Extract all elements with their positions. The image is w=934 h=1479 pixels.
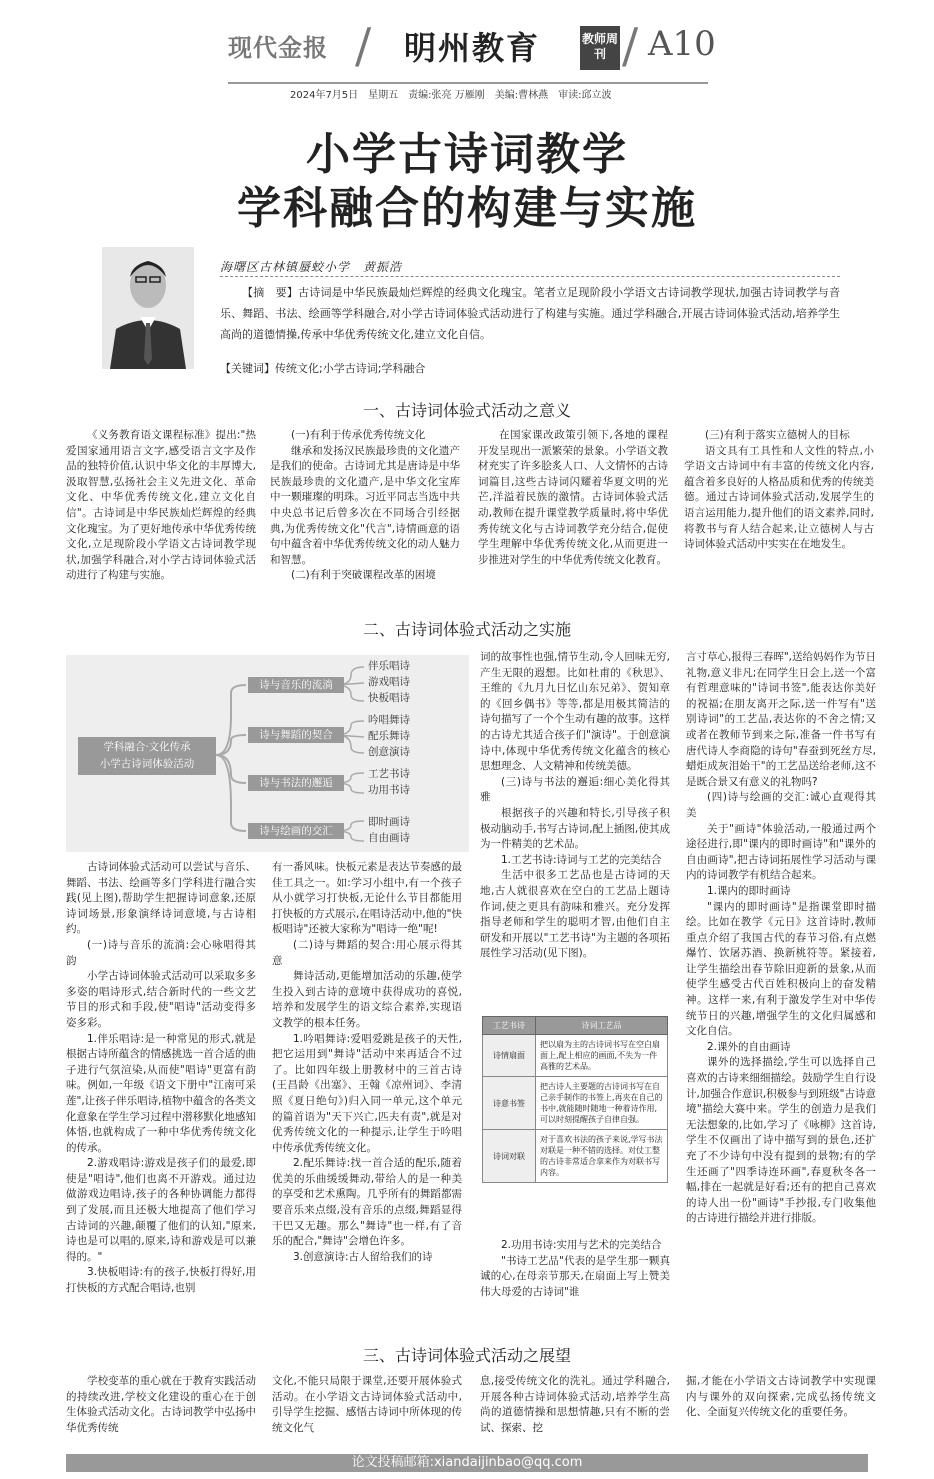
paragraph: 语文具有工具性和人文性的特点,小学语文古诗词中有丰富的传统文化内容,蕴含着多良好的人格品质和优秀的传统美德。通过古诗词体验式活动,发展学生的语言运用能力,提升他们的语文素养,同时,将教书与育人结合起来,让立德树人与古诗词体验式活动中实实在在地发生。: [684, 444, 874, 551]
craft-table: [482, 1016, 668, 1183]
paragraph: 课外的选择描绘,学生可以选择自己喜欢的古诗来细细描绘。鼓励学生自行设计,加强合作意识,积极参与到班级"古诗意境"描绘大赛中来。学生的创造力是我们无法想象的,比如,学习了《咏柳》这首诗,学生不仅画出了诗中描写到的景色,还扩充了不少诗句中没有提到的景物;有的学生还画了"四季诗连环画",春夏秋冬各一幅,排在一起就是好看;还有的把自己喜欢的诗人出一份"画诗"手抄报,专门收集他的古诗进行描绘并进行排版。: [686, 1056, 877, 1225]
author-photo: [102, 247, 194, 369]
table-cell: 把古诗人主要题的古诗词书写在自己亲手制作的书签上,再夹在自己的书中,就能随时随地一种着诗作用,可以时刻提醒孩子自律自强。: [536, 1077, 668, 1130]
concept-diagram: [66, 655, 469, 852]
masthead-badge: 教师周刊: [580, 26, 620, 70]
s1-column-3: [478, 428, 668, 568]
paragraph: 舞诗活动,更能增加活动的乐趣,使学生投入到古诗的意境中获得成功的喜悦,培养和发展学生的语文综合素养,实现语文教学的根本任务。: [272, 970, 462, 1029]
paragraph: 继承和发扬汉民族最珍贵的文化遗产是我们的使命。古诗词尤其是唐诗是中华民族最珍贵的文化遗产,是中华文化宝库中一颗璀璨的明珠。习近平同志当选中共中央总书记后曾多次在不同场合引经据典,为优秀传统文化"代言",诗情画意的语句中蕴含着中华优秀传统文化的动人魅力和智慧。: [270, 444, 460, 566]
subheading: (二)有利于突破课程改革的困境: [291, 569, 436, 582]
s1-column-1: [66, 428, 256, 584]
masthead-newspaper: 现代金报: [228, 33, 328, 62]
diagram-leaf: 吟唱舞诗: [368, 714, 410, 726]
masthead-divider: /: [355, 18, 372, 74]
abstract: 【摘 要】古诗词是中华民族最灿烂辉煌的经典文化瑰宝。笔者立足现阶段小学语文古诗词教学现状,加强古诗词教学与音乐、舞蹈、书法、绘画等学科融合,对小学古诗词体验式活动进行了构建与实施。通过学科融合,开展古诗词体验式活动,培养学生高尚的道德情操,传承中华优秀传统文化,建立文化自信。: [220, 286, 840, 341]
subheading: (一)有利于传承优秀传统文化: [291, 429, 426, 441]
paragraph: "课内的即时画诗"是指课堂即时描绘。比如在教学《元日》这首诗时,教师重点介绍了我国古代的春节习俗,有点燃爆竹、饮屠苏酒、换新桃符等。紧接着,让学生描绘出春节除旧迎新的景象,从而使学生感受古代百姓积极向上的奋发精神。这样一来,有利于激发学生对中华传统节日的兴趣,增强学生的文化归属感和文化自信。: [686, 900, 876, 1038]
diagram-leaf: 工艺书诗: [368, 768, 410, 780]
paragraph: 2.配乐舞诗:找一首合适的配乐,随着优美的乐曲缓缓舞动,带给人的是一种美的享受和艺术熏陶。几乎所有的舞蹈都需要音乐来点缀,没有音乐的点缀,舞蹈显得干巴又无趣。那么"舞诗"也一样,有了音乐的配合,"舞诗"会增色许多。: [272, 1157, 462, 1248]
paragraph: 关于"画诗"体验活动,一般通过两个途径进行,即"课内的即时画诗"和"课外的自由画诗",把古诗词拓展性学习活动与课内的诗词教学有机结合起来。: [686, 822, 876, 882]
paragraph: 小学古诗词体验式活动可以采取多多多姿的唱诗形式,结合新时代的一些文艺节目的形式和手段,使"唱诗"活动变得多姿多彩。: [66, 970, 256, 1029]
paragraph: 1.伴乐唱诗:是一种常见的形式,就是根据古诗所蕴含的情感挑选一首合适的曲子进行气氛渲染,从而使"唱诗"更富有韵味。例如,一年级《语文下册中"江南可采莲",让孩子伴乐唱诗,植物中蕴含的各类文化意象在学生学习过程中潜移默化地感知体悟,也就构成了一种中华优秀传统文化的传承。: [66, 1032, 257, 1154]
diagram-leaf: 即时画诗: [368, 816, 410, 828]
masthead-divider-2: /: [622, 18, 639, 74]
s2-column-3: [480, 650, 670, 962]
subheading: (三)诗与书法的邂逅:细心美化得其雅: [480, 775, 670, 804]
table-cell: 对于喜欢书法的孩子来说,学写书法对联是一种不错的选择。对仗工整的古诗非常适合拿来作为对联书写内容。: [536, 1130, 668, 1183]
paragraph: 文化,不能只局限于课堂,还要开展体验式活动。在小学语文古诗词体验式活动中,引导学生挖掘、感悟古诗词中所体现的传统文化气: [272, 1375, 462, 1434]
s2-column-4: [686, 650, 876, 1227]
paragraph: 1.吟唱舞诗:爱唱爱跳是孩子的天性,把它运用到"舞诗"活动中来再适合不过了。比如四年级上册教材中的三首古诗(王昌龄《出塞》、王翰《凉州词》、李清照《夏日绝句》)归入同一单元,这个单元的篇首语为"天下兴亡,匹夫有责",就是对优秀传统文化的一种提示,让学生于吟唱中传承优秀传统文化。: [272, 1032, 462, 1154]
table-cell: 诗情扇面: [483, 1035, 536, 1077]
section-heading-3: 三、古诗词体验式活动之展望: [362, 1346, 571, 1365]
footer-submission-email: 论文投稿邮箱:xiandaijinbao@qq.com: [66, 1454, 868, 1472]
paragraph: 根据孩子的兴趣和特长,引导孩子积极动脑动手,书写古诗词,配上插图,使其成为一件精美的艺术品。: [480, 806, 670, 851]
subheading: (四)诗与绘画的交汇:诚心直观得其美: [686, 791, 876, 819]
table-row: [483, 1130, 668, 1183]
author-byline: 海曙区古林镇蜃蛟小学 黄振浩: [220, 260, 403, 274]
masthead-rule: [228, 82, 708, 84]
paragraph: 有一番风味。快板元素是表达节奏感的最佳工具之一。如:学习小组中,有一个孩子从小就学习打快板,无论什么节目都能用打快板的方式展示,在唱诗活动中,他的"快板唱诗"还被大家称为"唱诗一绝"呢!: [272, 861, 463, 936]
paragraph: 2.游戏唱诗:游戏是孩子们的最爱,即使是"唱诗",他们也离不开游戏。通过边做游戏边唱诗,孩子的各种协调能力都得到了发展,而且还极大地提高了他们学习古诗词的兴趣,颠覆了他们的认知,"原来,诗也是可以唱的,原来,诗和游戏是可以兼得的。": [66, 1157, 256, 1263]
s3-column-3: [480, 1374, 670, 1436]
paragraph: "书诗工艺品"代表的是学生那一颗真诚的心,在母亲节那天,在扇面上写上赞美伟大母爱的古诗词"谁: [480, 1254, 670, 1298]
table-cell: 诗意书签: [483, 1077, 536, 1130]
paragraph: 2.功用书诗:实用与艺术的完美结合: [501, 1239, 662, 1251]
paragraph: 掘,才能在小学语文古诗词教学中实现课内与课外的双向探索,完成弘扬传统文化、全面复兴传统文化的重要任务。: [686, 1375, 876, 1419]
table-header: 工艺书诗: [483, 1017, 536, 1035]
diagram-leaf: 配乐舞诗: [368, 730, 410, 742]
paragraph: 词的故事性也强,情节生动,令人回味无穷,产生无限的遐想。比如杜甫的《秋思》、王维的《九月九日忆山东兄弟》、贺知章的《回乡偶书》等等,都是用极其简洁的诗句描写了一个个生动有趣的故事。这样的古诗尤其适合孩子们"演诗"。于创意演诗中,体现中华优秀传统文化蕴含的核心思想理念、人文精神和传统美德。: [480, 651, 670, 773]
diagram-leaf: 伴乐唱诗: [368, 660, 410, 672]
diagram-branch-dance: 诗与舞蹈的契合: [248, 727, 344, 743]
masthead-section: 明州教育: [404, 29, 541, 67]
subheading: (三)有利于落实立德树人的目标: [705, 429, 850, 441]
table-header: 诗词工艺品: [536, 1017, 668, 1035]
paragraph: 古诗词体验式活动可以尝试与音乐、舞蹈、书法、绘画等多门学科进行融合实践(见上图),帮助学生把握诗词意象,还原诗词场景,形象演绎诗词意境,与古诗相约。: [66, 861, 256, 936]
diagram-leaf: 自由画诗: [368, 832, 410, 844]
dateline: 2024年7月5日 星期五 责编:张亮 万雁刚 美编:曹林燕 审读:邱立波: [290, 90, 612, 101]
diagram-leaf: 游戏唱诗: [368, 676, 410, 688]
paragraph: 学校变革的重心就在于教育实践活动的持续改进,学校文化建设的重心在于创生体验式活动文化。古诗词教学中弘扬中华优秀传统: [66, 1375, 256, 1434]
paragraph: 3.快板唱诗:有的孩子,快板打得好,用打快板的方式配合唱诗,也别: [66, 1266, 256, 1295]
table-cell: 诗词对联: [483, 1130, 536, 1183]
s1-column-4: [684, 428, 874, 553]
subheading: 1.课内的即时画诗: [707, 884, 791, 897]
diagram-leaf: 创意演诗: [368, 746, 410, 758]
s3-column-2: [272, 1374, 462, 1436]
s1-column-2: [270, 428, 460, 584]
subheading: (一)诗与音乐的流淌:会心咏唱得其韵: [66, 938, 256, 967]
s2-column-1: [66, 860, 256, 1297]
subheading: 2.课外的自由画诗: [707, 1040, 791, 1053]
diagram-branch-painting: 诗与绘画的交汇: [248, 823, 344, 839]
paragraph: 生活中很多工艺品也是古诗词的天地,古人就很喜欢在空白的工艺品上题诗作词,使之更具有韵味和雅兴。充分发挥指导老师和学生的聪明才智,由他们自主研发和开展以"工艺书诗"为主题的各项拓展性学习活动(见下图)。: [480, 869, 670, 960]
s3-column-4: [686, 1374, 876, 1421]
subheading: (二)诗与舞蹈的契合:用心展示得其意: [272, 938, 462, 967]
author-rule: [220, 276, 840, 278]
paragraph: 息,接受传统文化的洗礼。通过学科融合,开展各种古诗词体验式活动,培养学生高尚的道德情操和思想情趣,只有不断的尝试、探索、挖: [480, 1375, 670, 1434]
masthead: [0, 18, 934, 78]
s2-column-3-bottom: [480, 1238, 670, 1300]
diagram-root: 学科融合·文化传承 小学古诗词体验活动: [78, 737, 216, 775]
table-cell: 把以扇为主的古诗词书写在空白扇面上,配上相应的画面,不失为一件高雅的艺术品。: [536, 1035, 668, 1077]
table-header-row: [483, 1017, 668, 1035]
table-row: [483, 1035, 668, 1077]
paragraph: 在国家课改政策引领下,各地的课程开发呈现出一派繁荣的景象。小学语文教材充实了许多脍炙人口、人文情怀的古诗词篇目,这些古诗词闪耀着华夏文明的光芒,洋溢着民族的激情。古诗词体验式活动,教师在提升课堂教学质量时,将中华优秀传统文化与古诗词教学充分结合,促使学生理解中华优秀传统文化,从而更进一步推进对学生的中华优秀传统文化教育。: [478, 429, 668, 566]
diagram-branch-music: 诗与音乐的流淌: [248, 677, 344, 693]
paragraph: 3.创意演诗:古人留给我们的诗: [293, 1250, 433, 1263]
table-row: [483, 1077, 668, 1130]
title-line-2: 学科融合的构建与实施: [237, 183, 697, 234]
masthead-page-number: A10: [648, 24, 716, 64]
diagram-leaf: 功用书诗: [368, 784, 410, 796]
section-heading-1: 一、古诗词体验式活动之意义: [362, 401, 571, 420]
section-heading-2: 二、古诗词体验式活动之实施: [362, 620, 571, 639]
s2-column-2: [272, 860, 462, 1265]
title-line-1: 小学古诗词教学: [306, 129, 628, 180]
paragraph: 1.工艺书诗:诗词与工艺的完美结合: [501, 853, 662, 866]
keywords: 【关键词】传统文化;小学古诗词;学科融合: [220, 362, 426, 375]
diagram-leaf: 快板唱诗: [368, 692, 410, 704]
diagram-branch-calligraphy: 诗与书法的邂逅: [248, 775, 344, 791]
paragraph: 言寸草心,报得三春晖",送给妈妈作为节日礼物,意义非凡;在同学生日会上,送一个富有哲理意味的"诗词书签",能表达你美好的祝福;在朋友离开之际,送一件写有"送别诗词"的工艺品,表达你的不舍之情;又或者在教师节到来之际,准备一件书写有唐代诗人李商隐的诗句"春蚕到死丝方尽,蜡炬成灰泪始干"的工艺品送给老师,这不是既合景又有意义的礼物吗?: [686, 651, 877, 788]
paragraph: 《义务教育语文课程标准》提出:"热爱国家通用语言文字,感受语言文字及作品的独特价值,认识中华文化的丰厚博大,汲取智慧,弘扬社会主义先进文化、革命文化、中华优秀传统文化,建立文化自信"。古诗词是中华民族灿烂辉煌的经典文化瑰宝。为了更好地传承中华优秀传统文化,立足现阶段小学语文古诗词教学现状,加强学科融合,对小学古诗词体验式活动进行了构建与实施。: [66, 429, 256, 582]
s3-column-1: [66, 1374, 256, 1436]
